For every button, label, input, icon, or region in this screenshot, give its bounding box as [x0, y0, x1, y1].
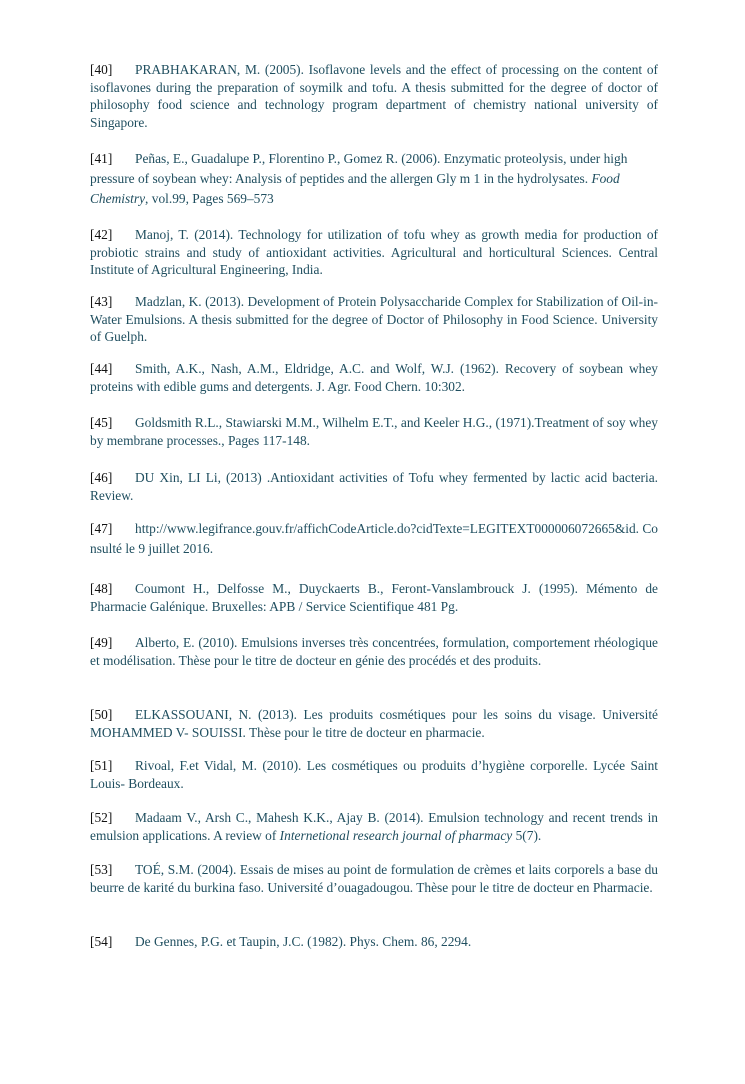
reference-number: [46] — [90, 470, 113, 485]
journal-title: Internetional research journal of pharmacy — [279, 827, 513, 843]
reference-45 — [90, 414, 658, 449]
reference-number: [54] — [90, 934, 113, 949]
reference-text: PRABHAKARAN, M. (2005). Isoflavone levels and the effect of processing on the content of isoflavones during the preparation of soymilk and tofu. A thesis submitted for the degree of doctor of philosophy food science and technology program department of chemistry national university of Singapore. — [90, 62, 658, 130]
reference-48 — [90, 580, 658, 615]
reference-text: Madaam V., Arsh C., Mahesh K.K., Ajay B. (2014). Emulsion technology and recent trends in emulsion applications. A review of — [90, 810, 658, 843]
reference-number: [50] — [90, 707, 113, 722]
reference-47 — [90, 519, 658, 559]
reference-text: Coumont H., Delfosse M., Duyckaerts B., Feront-Vanslambrouck J. (1995). Mémento de Pharmacie Galénique. Bruxelles: APB / Service Scientifique 481 Pg. — [90, 581, 658, 614]
reference-text: Manoj, T. (2014). Technology for utilization of tofu whey as growth media for production of probiotic strains and study of antioxidant activities. Agricultural and horticultural Sciences. Central Institute of Agricultural Engineering, India. — [90, 227, 658, 277]
reference-text: Smith, A.K., Nash, A.M., Eldridge, A.C. and Wolf, W.J. (1962). Recovery of soybean whey proteins with edible gums and detergents. J. Agr. Food Chern. 10:302. — [90, 361, 658, 394]
reference-text: De Gennes, P.G. et Taupin, J.C. (1982). Phys. Chem. 86, 2294. — [135, 934, 472, 949]
reference-44 — [90, 360, 658, 395]
reference-number: [40] — [90, 62, 113, 77]
reference-54 — [90, 933, 658, 951]
reference-text: DU Xin, LI Li, (2013) .Antioxidant activities of Tofu whey fermented by lactic acid bacteria. Review. — [90, 470, 658, 503]
reference-number: [45] — [90, 415, 113, 430]
reference-43 — [90, 293, 658, 346]
reference-number: [51] — [90, 758, 113, 773]
reference-text: TOÉ, S.M. (2004). Essais de mises au point de formulation de crèmes et laits corporels a base du beurre de karité du burkina faso. Université d’ouagadougou. Thèse pour le titre de docteur en Pharmacie. — [90, 862, 658, 895]
reference-number: [43] — [90, 294, 113, 309]
reference-text: ELKASSOUANI, N. (2013). Les produits cosmétiques pour les soins du visage. Université MOHAMMED V- SOUISSI. Thèse pour le titre de docteur en pharmacie. — [90, 707, 658, 740]
reference-number: [47] — [90, 521, 113, 536]
reference-text: Alberto, E. (2010). Emulsions inverses très concentrées, formulation, comportement rhéologique et modélisation. Thèse pour le titre de docteur en génie des procédés et des produits. — [90, 635, 658, 668]
reference-link[interactable]: http://www.legifrance.gouv.fr/affichCodeArticle.do?cidTexte=LEGITEXT000006072665&id. Consulté le 9 juillet 2016. — [90, 521, 659, 556]
journal-title: Food Chemistry — [90, 171, 620, 206]
reference-42 — [90, 226, 658, 279]
reference-text: Peñas, E., Guadalupe P., Florentino P., Gomez R. (2006). Enzymatic proteolysis, under high pressure of soybean whey: Analysis of peptides and the allergen Gly m 1 in the hydrolysates. — [90, 151, 628, 186]
reference-50 — [90, 706, 658, 741]
reference-40 — [90, 61, 658, 131]
reference-text: Goldsmith R.L., Stawiarski M.M., Wilhelm E.T., and Keeler H.G., (1971).Treatment of soy whey by membrane processes., Pages 117-148. — [90, 415, 658, 448]
reference-text: Rivoal, F.et Vidal, M. (2010). Les cosmétiques ou produits d’hygiène corporelle. Lycée Saint Louis- Bordeaux. — [90, 758, 658, 791]
reference-51 — [90, 757, 658, 792]
reference-text-tail: 5(7). — [512, 827, 542, 843]
reference-number: [49] — [90, 635, 113, 650]
reference-text: Madzlan, K. (2013). Development of Protein Polysaccharide Complex for Stabilization of Oil-in-Water Emulsions. A thesis submitted for the degree of Doctor of Philosophy in Food Science. University of Guelph. — [90, 294, 658, 344]
reference-number: [41] — [90, 151, 113, 166]
reference-41 — [90, 149, 658, 209]
reference-number: [44] — [90, 361, 113, 376]
reference-46 — [90, 469, 658, 504]
reference-53 — [90, 861, 658, 896]
reference-49 — [90, 634, 658, 669]
reference-number: [53] — [90, 862, 113, 877]
reference-52 — [90, 809, 658, 844]
reference-text-tail: , vol.99, Pages 569–573 — [145, 191, 274, 206]
reference-number: [48] — [90, 581, 113, 596]
reference-number: [52] — [90, 810, 113, 825]
reference-number: [42] — [90, 227, 113, 242]
